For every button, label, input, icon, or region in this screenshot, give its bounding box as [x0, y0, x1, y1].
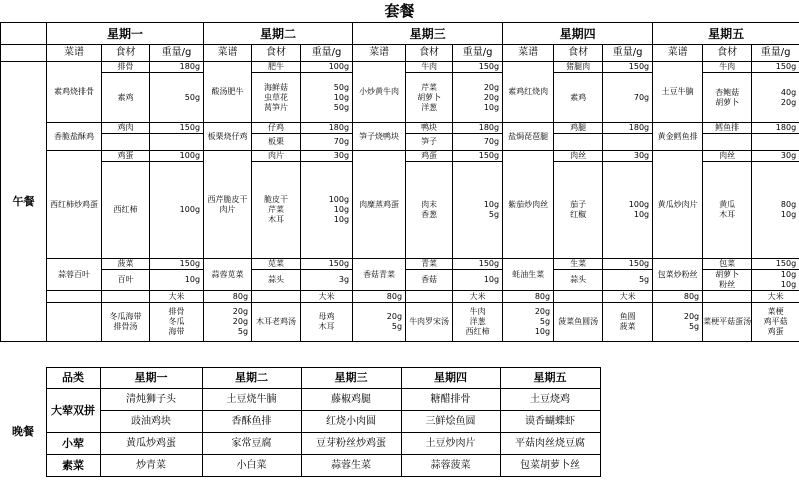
ingredient[interactable]: 菜梗 鸡平菇 鸡蛋	[752, 303, 799, 342]
column-header[interactable]: 重量/g	[453, 45, 503, 62]
ingredient[interactable]: 青菜	[406, 259, 453, 270]
dish-name[interactable]: 小炒黄牛肉	[353, 62, 406, 123]
day-header[interactable]: 星期五	[653, 23, 799, 45]
dish-name[interactable]: 酸汤肥牛	[204, 62, 252, 123]
dish-name[interactable]: 三鲜烩鱼圆	[401, 411, 500, 433]
weight[interactable]: 80g	[204, 291, 252, 303]
dish-name[interactable]: 蒜蓉生菜	[301, 455, 401, 477]
weight[interactable]: 100g	[150, 151, 204, 162]
ingredient[interactable]: 牛肉	[703, 62, 752, 73]
column-header[interactable]: 重量/g	[752, 45, 799, 62]
column-header[interactable]: 重量/g	[603, 45, 653, 62]
dish-name[interactable]	[252, 291, 301, 303]
weight[interactable]: 40g 20g	[752, 73, 799, 123]
dish-name[interactable]: 紫茄炒肉丝	[503, 151, 554, 259]
weight[interactable]: 3g	[301, 270, 353, 291]
weight[interactable]: 50g 10g 50g	[301, 73, 353, 123]
dish-name[interactable]: 炒青菜	[100, 455, 202, 477]
ingredient[interactable]: 肉丝	[554, 151, 603, 162]
weight[interactable]: 70g	[603, 73, 653, 123]
weight[interactable]: 150g	[150, 259, 204, 270]
ingredient[interactable]: 母鸡 木耳	[301, 303, 353, 342]
dish-name[interactable]: 香脆盐酥鸡	[47, 123, 102, 151]
day-header[interactable]: 星期四	[401, 368, 500, 389]
weight[interactable]: 100g	[301, 62, 353, 73]
weight[interactable]: 80g 10g	[752, 162, 799, 259]
lunch-label[interactable]: 午餐	[1, 62, 47, 342]
dish-name[interactable]: 香酥鱼排	[202, 411, 301, 433]
day-header[interactable]: 星期二	[204, 23, 353, 45]
dish-name[interactable]: 西芹脆皮干肉片	[204, 151, 252, 259]
ingredient[interactable]: 鸡肉	[102, 123, 150, 134]
dish-name[interactable]	[554, 291, 603, 303]
day-header[interactable]: 星期一	[47, 23, 204, 45]
column-header[interactable]: 菜谱	[204, 45, 252, 62]
dish-name[interactable]: 蒜蓉苋菜	[204, 259, 252, 291]
weight[interactable]: 100g 10g 10g	[301, 162, 353, 259]
weight[interactable]: 30g	[301, 151, 353, 162]
dinner-label: 晚餐	[12, 424, 34, 438]
dish-name[interactable]: 包菜炒粉丝	[653, 259, 703, 291]
ingredient[interactable]: 猪腿肉	[554, 62, 603, 73]
dish-name[interactable]: 糖醋排骨	[401, 389, 500, 411]
dish-name[interactable]: 板栗烧仔鸡	[204, 123, 252, 151]
weight[interactable]	[150, 134, 204, 151]
dish-name[interactable]: 笋子烧鸭块	[353, 123, 406, 151]
column-header[interactable]: 重量/g	[150, 45, 204, 62]
weight[interactable]: 5g	[603, 270, 653, 291]
dish-name[interactable]: 谟香蝴蝶虾	[500, 411, 600, 433]
ingredient[interactable]: 大米	[453, 291, 503, 303]
ingredient[interactable]: 西红柿	[102, 162, 150, 259]
ingredient[interactable]: 胡萝卜 粉丝	[703, 270, 752, 291]
ingredient[interactable]: 肥牛	[252, 62, 301, 73]
ingredient[interactable]: 素鸡	[554, 73, 603, 123]
dish-name[interactable]: 西红柿炒鸡蛋	[47, 151, 102, 259]
weight[interactable]: 180g	[301, 123, 353, 134]
ingredient[interactable]: 百叶	[102, 270, 150, 291]
column-header[interactable]: 重量/g	[301, 45, 353, 62]
column-header[interactable]: 品类	[46, 368, 100, 389]
ingredient[interactable]: 鸭块	[406, 123, 453, 134]
dish-name[interactable]: 土豆炒肉片	[401, 433, 500, 455]
dish-name[interactable]: 清炖狮子头	[100, 389, 202, 411]
weight[interactable]	[603, 134, 653, 151]
weight[interactable]: 150g	[752, 259, 799, 270]
ingredient[interactable]: 鸡腿	[554, 123, 603, 134]
ingredient[interactable]: 牛肉	[406, 62, 453, 73]
weight[interactable]: 50g	[150, 73, 204, 123]
dish-name[interactable]: 肉糜蒸鸡蛋	[353, 151, 406, 259]
ingredient[interactable]: 素鸡	[102, 73, 150, 123]
ingredient[interactable]: 芹菜 胡萝卜 洋葱	[406, 73, 453, 123]
weight[interactable]: 30g	[603, 151, 653, 162]
dish-name[interactable]: 包菜胡萝卜丝	[500, 455, 600, 477]
ingredient[interactable]: 大米	[301, 291, 353, 303]
day-header[interactable]: 星期五	[500, 368, 600, 389]
dish-name[interactable]: 土豆烧鸡	[500, 389, 600, 411]
day-header[interactable]: 星期一	[100, 368, 202, 389]
ingredient[interactable]: 肉片	[252, 151, 301, 162]
ingredient[interactable]: 鸡蛋	[406, 151, 453, 162]
weight[interactable]: 10g	[150, 270, 204, 291]
ingredient[interactable]: 板栗	[252, 134, 301, 151]
dish-name[interactable]: 木耳老鸡汤	[252, 303, 301, 342]
column-header[interactable]: 食材	[252, 45, 301, 62]
ingredient[interactable]	[554, 134, 603, 151]
dish-name[interactable]: 蒜蓉百叶	[47, 259, 102, 291]
ingredient[interactable]: 大米	[752, 291, 799, 303]
weight[interactable]: 180g	[150, 62, 204, 73]
weight[interactable]: 20g 5g	[353, 303, 406, 342]
weight[interactable]: 20g 5g	[653, 303, 703, 342]
ingredient[interactable]: 蒜头	[554, 270, 603, 291]
ingredient[interactable]: 杏鲍菇 胡萝卜	[703, 73, 752, 123]
corner-cell[interactable]	[1, 23, 47, 45]
dish-name[interactable]: 香菇青菜	[353, 259, 406, 291]
dish-name[interactable]	[406, 291, 453, 303]
category-label[interactable]: 大荤双拼	[46, 389, 100, 433]
weight[interactable]: 70g	[301, 134, 353, 151]
sheet-title: 套餐	[384, 2, 415, 20]
blank-cell[interactable]	[0, 368, 46, 389]
ingredient[interactable]: 大米	[150, 291, 204, 303]
ingredient[interactable]: 排骨	[102, 62, 150, 73]
column-header[interactable]: 食材	[703, 45, 752, 62]
weight[interactable]: 150g	[453, 151, 503, 162]
ingredient[interactable]: 海鲜菇 虫草花 莴笋片	[252, 73, 301, 123]
weight[interactable]: 100g	[150, 162, 204, 259]
weight[interactable]: 20g 5g 10g	[503, 303, 554, 342]
weight[interactable]: 80g	[653, 291, 703, 303]
weight[interactable]: 180g	[453, 123, 503, 134]
ingredient[interactable]: 仔鸡	[252, 123, 301, 134]
day-header[interactable]: 星期四	[503, 23, 653, 45]
weight[interactable]: 150g	[752, 62, 799, 73]
column-header[interactable]: 食材	[406, 45, 453, 62]
weight[interactable]: 10g	[453, 270, 503, 291]
dish-name[interactable]: 土豆烧牛腩	[202, 389, 301, 411]
ingredient[interactable]: 肉末 香葱	[406, 162, 453, 259]
ingredient[interactable]	[102, 134, 150, 151]
ingredient[interactable]: 鸡蛋	[102, 151, 150, 162]
weight[interactable]: 20g 20g 5g	[204, 303, 252, 342]
dish-name[interactable]	[102, 291, 150, 303]
dish-name[interactable]: 家常豆腐	[202, 433, 301, 455]
ingredient[interactable]: 牛肉 洋葱 西红柿	[453, 303, 503, 342]
dish-name[interactable]: 红烧小肉圆	[301, 411, 401, 433]
dish-name[interactable]: 豉油鸡块	[100, 411, 202, 433]
dish-name[interactable]: 冬瓜海带 排骨汤	[102, 303, 150, 342]
column-header[interactable]: 菜谱	[47, 45, 102, 62]
column-header[interactable]: 菜谱	[353, 45, 406, 62]
dish-name[interactable]: 素鸡烧排骨	[47, 62, 102, 123]
weight[interactable]: 30g	[752, 151, 799, 162]
blank-cell[interactable]	[0, 389, 46, 477]
dish-name[interactable]: 黄瓜炒鸡蛋	[100, 433, 202, 455]
day-header[interactable]: 星期三	[301, 368, 401, 389]
weight[interactable]	[752, 134, 799, 151]
column-header[interactable]: 菜谱	[653, 45, 703, 62]
weight[interactable]: 10g 10g	[752, 270, 799, 291]
day-header[interactable]: 星期三	[353, 23, 503, 45]
weight[interactable]: 150g	[453, 62, 503, 73]
dish-name[interactable]: 蚝油生菜	[503, 259, 554, 291]
category-label[interactable]: 素菜	[46, 455, 100, 477]
dish-name[interactable]: 素鸡红烧肉	[503, 62, 554, 123]
weight[interactable]: 80g	[503, 291, 554, 303]
ingredient[interactable]: 包菜	[703, 259, 752, 270]
dish-name[interactable]: 菜梗平菇蛋汤	[703, 303, 752, 342]
dish-name[interactable]: 平菇肉丝烧豆腐	[500, 433, 600, 455]
ingredient[interactable]: 肉丝	[703, 151, 752, 162]
weight[interactable]: 150g	[603, 259, 653, 270]
ingredient[interactable]: 笋子	[406, 134, 453, 151]
ingredient[interactable]: 蒜头	[252, 270, 301, 291]
weight[interactable]: 150g	[301, 259, 353, 270]
dinner-table	[0, 367, 601, 477]
column-header[interactable]: 食材	[554, 45, 603, 62]
ingredient[interactable]: 排骨 冬瓜 海带	[150, 303, 204, 342]
dish-name[interactable]: 牛肉罗宋汤	[406, 303, 453, 342]
label-cell[interactable]	[47, 291, 102, 303]
dish-name[interactable]: 藤椒鸡腿	[301, 389, 401, 411]
ingredient[interactable]: 大米	[603, 291, 653, 303]
lunch-table	[0, 22, 799, 342]
weight[interactable]: 180g	[752, 123, 799, 134]
weight[interactable]: 20g 20g 10g	[453, 73, 503, 123]
ingredient[interactable]: 脆皮干 芹菜 木耳	[252, 162, 301, 259]
dish-name[interactable]: 蒜蓉菠菜	[401, 455, 500, 477]
ingredient[interactable]: 苋菜	[252, 259, 301, 270]
weight[interactable]: 10g 5g	[453, 162, 503, 259]
category-label[interactable]: 小荤	[46, 433, 100, 455]
dish-name[interactable]: 黄瓜炒肉片	[653, 151, 703, 259]
dish-name[interactable]: 土豆牛腩	[653, 62, 703, 123]
label-cell[interactable]	[47, 303, 102, 342]
ingredient[interactable]: 茄子 红椒	[554, 162, 603, 259]
ingredient[interactable]: 鱼圆 菠菜	[603, 303, 653, 342]
column-header[interactable]: 菜谱	[503, 45, 554, 62]
weight[interactable]: 150g	[150, 123, 204, 134]
day-header[interactable]: 星期二	[202, 368, 301, 389]
weight[interactable]: 80g	[353, 291, 406, 303]
dish-name[interactable]: 豆芽粉丝炒鸡蛋	[301, 433, 401, 455]
ingredient[interactable]	[703, 134, 752, 151]
ingredient[interactable]: 黄瓜 木耳	[703, 162, 752, 259]
weight[interactable]: 100g 10g	[603, 162, 653, 259]
ingredient[interactable]: 香菇	[406, 270, 453, 291]
dish-name[interactable]: 小白菜	[202, 455, 301, 477]
weight[interactable]: 70g	[453, 134, 503, 151]
dish-name[interactable]: 菠菜鱼圆汤	[554, 303, 603, 342]
ingredient[interactable]: 生菜	[554, 259, 603, 270]
ingredient[interactable]: 鳕鱼排	[703, 123, 752, 134]
weight[interactable]: 180g	[603, 123, 653, 134]
column-header[interactable]: 食材	[102, 45, 150, 62]
ingredient[interactable]: 菠菜	[102, 259, 150, 270]
weight[interactable]: 150g	[453, 259, 503, 270]
dish-name[interactable]: 黄金鳕鱼排	[653, 123, 703, 151]
label-cell[interactable]	[1, 45, 47, 62]
dish-name[interactable]	[703, 291, 752, 303]
dish-name[interactable]: 盐焗琵琶腿	[503, 123, 554, 151]
weight[interactable]: 150g	[603, 62, 653, 73]
